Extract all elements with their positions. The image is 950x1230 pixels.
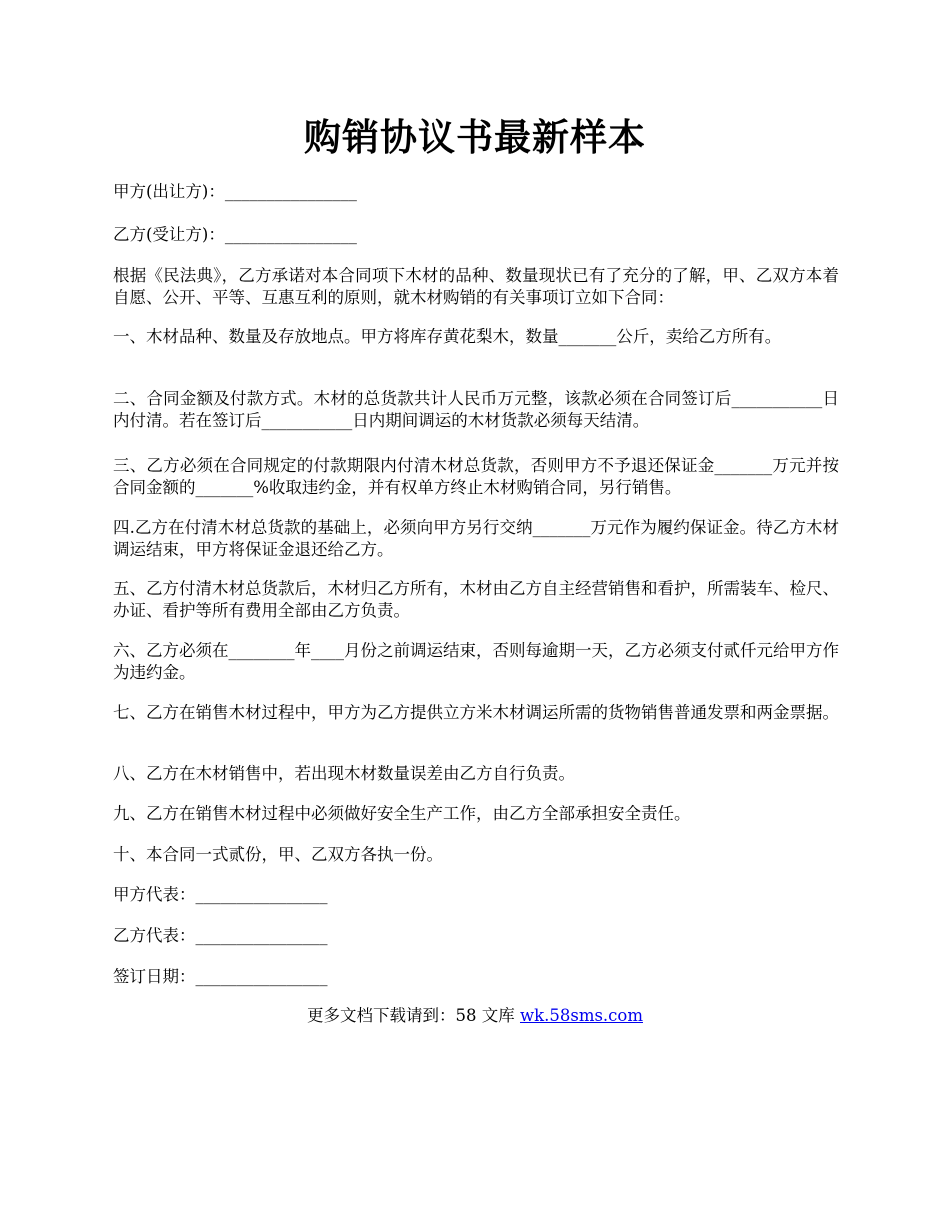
- download-footer: [0, 1005, 950, 1027]
- clause-4: 四.乙方在付清木材总货款的基础上，必须向甲方另行交纳_______万元作为履约保证金。待乙方木材调运结束，甲方将保证金退还给乙方。: [113, 518, 839, 559]
- party-a-line: 甲方(出让方)：________________: [113, 182, 357, 201]
- clause-1: 一、木材品种、数量及存放地点。甲方将库存黄花梨木，数量_______公斤，卖给乙方所有。: [113, 327, 782, 346]
- clause-8: 八、乙方在木材销售中，若出现木材数量误差由乙方自行负责。: [113, 764, 575, 783]
- page-title: 购销协议书最新样本: [304, 115, 646, 159]
- clause-7: 七、乙方在销售木材过程中，甲方为乙方提供立方米木材调运所需的货物销售普通发票和两金票据。: [113, 703, 839, 722]
- signing-date-line: 签订日期：________________: [113, 967, 328, 986]
- clause-9: 九、乙方在销售木材过程中必须做好安全生产工作，由乙方全部承担安全责任。: [113, 804, 691, 823]
- party-b-representative-line: 乙方代表：________________: [113, 926, 328, 945]
- party-a-representative-line: 甲方代表：________________: [113, 885, 328, 904]
- party-b-line: 乙方(受让方)：________________: [113, 225, 357, 244]
- footer-text: 更多文档下载请到：58 文库: [306, 1006, 520, 1025]
- clause-3: 三、乙方必须在合同规定的付款期限内付清木材总货款，否则甲方不予退还保证金_______万元并按合同金额的_______%收取违约金，并有权单方终止木材购销合同，另行销售。: [113, 456, 839, 497]
- clause-5: 五、乙方付清木材总货款后，木材归乙方所有，木材由乙方自主经营销售和看护，所需装车、检尺、办证、看护等所有费用全部由乙方负责。: [113, 579, 839, 620]
- clause-2: 二、合同金额及付款方式。木材的总货款共计人民币万元整，该款必须在合同签订后___________日内付清。若在签订后___________日内期间调运的木材货款必须每天结清。: [113, 389, 839, 430]
- contract-preamble: 根据《民法典》，乙方承诺对本合同项下木材的品种、数量现状已有了充分的了解，甲、乙双方本着自愿、公开、平等、互惠互利的原则，就木材购销的有关事项订立如下合同：: [113, 266, 839, 307]
- clause-6: 六、乙方必须在________年____月份之前调运结束，否则每逾期一天，乙方必须支付贰仟元给甲方作为违约金。: [113, 641, 839, 682]
- clause-10: 十、本合同一式贰份，甲、乙双方各执一份。: [113, 845, 443, 864]
- footer-link[interactable]: wk.58sms.com: [519, 1006, 643, 1025]
